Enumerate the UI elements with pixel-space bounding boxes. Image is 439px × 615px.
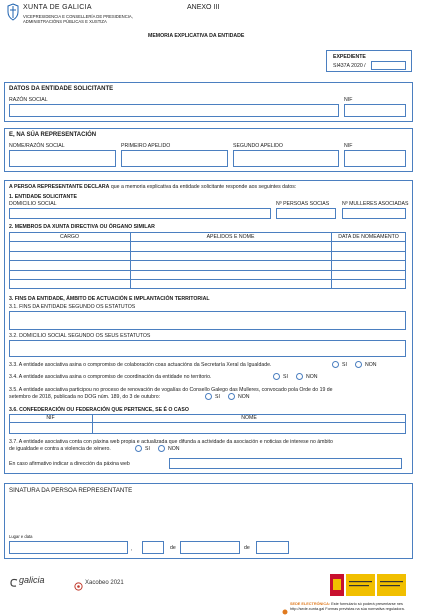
board-col-name: APELIDOS E NOME: [206, 234, 255, 240]
xacobeo-label: Xacobeo 2021: [85, 580, 124, 586]
section-3-5-line-1: 3.5. A entidade asociativa participou no proceso de renovación de vogalías do Consello Galego das Mulleres, convocado pola Orde do 19 de: [9, 387, 333, 393]
federation-col-name: NOME: [241, 415, 257, 421]
domicilio-input[interactable]: [9, 208, 271, 219]
department-line-2: ADMINISTRACIÓNS PÚBLICAS E XUSTIZA: [23, 19, 107, 24]
section-3-7-line-2: de igualdade e contra a violencia de xénero.: [9, 446, 111, 452]
declaration-lead-rest: que a memoria explicativa da entidade solicitante responde aos seguintes datos:: [109, 184, 297, 190]
num-socias-label: Nº PERSOAS SOCIAS: [276, 201, 330, 207]
section-3-title: 3. FINS DA ENTIDADE, ÁMBITO DE ACTUACIÓN E IMPLANTACIÓN TERRITORIAL: [9, 296, 210, 302]
board-row-line: [9, 251, 406, 252]
day-input[interactable]: [142, 541, 164, 554]
q34-yes-label: SI: [283, 374, 288, 380]
q37-yes-label: SI: [145, 446, 150, 452]
expediente-label: EXPEDIENTE: [333, 54, 366, 60]
rep-first-surname-label: PRIMEIRO APELIDO: [121, 143, 171, 149]
nif-label: NIF: [344, 97, 353, 103]
sede-line-1: [290, 602, 403, 607]
sede-note: Este formulario só poderá presentarse nes: [330, 602, 403, 606]
form-title: MEMORIA EXPLICATIVA DA ENTIDADE: [148, 33, 245, 39]
num-mulleres-input[interactable]: [342, 208, 406, 219]
sede-line-2: http://sede.xunta.gal Formas previstas na súa normativa reguladora.: [290, 607, 405, 611]
num-mulleres-label: Nº MULLERES ASOCIADAS: [342, 201, 409, 207]
q35-no-radio[interactable]: [228, 393, 235, 400]
federation-header-line: [9, 422, 406, 423]
de-label-2: de: [244, 545, 250, 551]
q33-yes-label: SI: [342, 362, 347, 368]
annex-label: ANEXO III: [187, 4, 220, 11]
domicilio-estatutos-input[interactable]: [9, 340, 406, 357]
q35-yes-label: SI: [215, 394, 220, 400]
q34-no-label: NON: [306, 374, 318, 380]
section-3-3-text: 3.3. A entidade asociativa asina o compromiso de colaboración coas actuacións da Secretaría Xeral da Igualdade.: [9, 362, 272, 368]
q37-no-label: NON: [168, 446, 180, 452]
galicia-logo-icon: [9, 575, 19, 585]
comma-separator: ,: [131, 546, 133, 552]
xacobeo-logo-icon: [74, 578, 83, 587]
web-address-input[interactable]: [169, 458, 402, 469]
section-3-7-line-1: 3.7. A entidade asociativa conta con páxina web propia e actualizada que difunda a actividade da asociación e noticias de interese no ámbito: [9, 439, 333, 445]
expediente-number-input[interactable]: [371, 61, 406, 70]
de-label-1: de: [170, 545, 176, 551]
rep-name-input[interactable]: [9, 150, 116, 167]
q34-no-radio[interactable]: [296, 373, 303, 380]
rep-nif-label: NIF: [344, 143, 353, 149]
solicitante-title: DATOS DA ENTIDADE SOLICITANTE: [9, 86, 114, 92]
place-date-label: Lugar e data: [9, 534, 33, 539]
rep-second-surname-input[interactable]: [233, 150, 339, 167]
nif-input[interactable]: [344, 104, 406, 117]
representacion-title: E, NA SÚA REPRESENTACIÓN: [9, 132, 97, 138]
q33-no-label: NON: [365, 362, 377, 368]
board-header-line: [9, 241, 406, 242]
q35-no-label: NON: [238, 394, 250, 400]
sede-label: SEDE ELECTRÓNICA:: [290, 602, 331, 606]
department-line-1: VICEPRESIDENCIA E CONSELLERÍA DE PRESIDENCIA,: [23, 14, 133, 19]
q35-yes-radio[interactable]: [205, 393, 212, 400]
board-row-line: [9, 279, 406, 280]
q34-yes-radio[interactable]: [273, 373, 280, 380]
section-1-title: 1. ENTIDADE SOLICITANTE: [9, 194, 77, 200]
board-col-date: DATA DE NOMEAMENTO: [338, 234, 399, 240]
section-3-4-text: 3.4. A entidade asociativa asina o compromiso de coordinación da entidade no territorio.: [9, 374, 212, 380]
section-3-2-label: 3.2. DOMICILIO SOCIAL SEGUNDO OS SEUS ESTATUTOS: [9, 333, 151, 339]
section-3-1-label: 3.1. FINS DA ENTIDADE SEGUNDO OS ESTATUTOS: [9, 304, 136, 310]
board-row-line: [9, 270, 406, 271]
sede-icon: [282, 602, 288, 608]
declaration-lead: [9, 184, 296, 190]
brand-name: XUNTA DE GALICIA: [23, 4, 92, 11]
web-address-label: En caso afirmativo indicar a dirección da páxina web: [9, 461, 130, 467]
rep-name-label: NOME/RAZÓN SOCIAL: [9, 143, 65, 149]
section-2-title: 2. MEMBROS DA XUNTA DIRECTIVA OU ÓRGANO SIMILAR: [9, 224, 155, 230]
razon-social-input[interactable]: [9, 104, 339, 117]
q33-yes-radio[interactable]: [332, 361, 339, 368]
section-3-5-line-2: setembro de 2018, publicada no DOG núm. 189, do 3 de outubro:: [9, 394, 161, 400]
board-row-line: [9, 260, 406, 261]
declaration-lead-bold: A PERSOA REPRESENTANTE DECLARA: [9, 184, 110, 190]
federation-col-nif: NIF: [46, 415, 55, 421]
q33-no-radio[interactable]: [355, 361, 362, 368]
rep-first-surname-input[interactable]: [121, 150, 228, 167]
year-input[interactable]: [256, 541, 289, 554]
section-3-6-title: 3.6. CONFEDERACIÓN OU FEDERACIÓN QUE PERTENCE, SE É O CASO: [9, 407, 189, 413]
month-input[interactable]: [180, 541, 240, 554]
razon-social-label: RAZÓN SOCIAL: [9, 97, 48, 103]
rep-nif-input[interactable]: [344, 150, 406, 167]
spain-ministry-logo-icon: [330, 574, 406, 596]
q37-yes-radio[interactable]: [135, 445, 142, 452]
q37-no-radio[interactable]: [158, 445, 165, 452]
rep-second-surname-label: SEGUNDO APELIDO: [233, 143, 283, 149]
galicia-logo-text: galicia: [19, 575, 45, 585]
board-col-cargo: CARGO: [59, 234, 80, 240]
place-input[interactable]: [9, 541, 128, 554]
fins-entidade-input[interactable]: [9, 311, 406, 330]
domicilio-label: DOMICILIO SOCIAL: [9, 201, 57, 207]
num-socias-input[interactable]: [276, 208, 336, 219]
signature-title: SINATURA DA PERSOA REPRESENTANTE: [9, 487, 133, 494]
xunta-logo-icon: [6, 3, 20, 21]
expediente-value: SI437A 2020 /: [333, 63, 366, 69]
